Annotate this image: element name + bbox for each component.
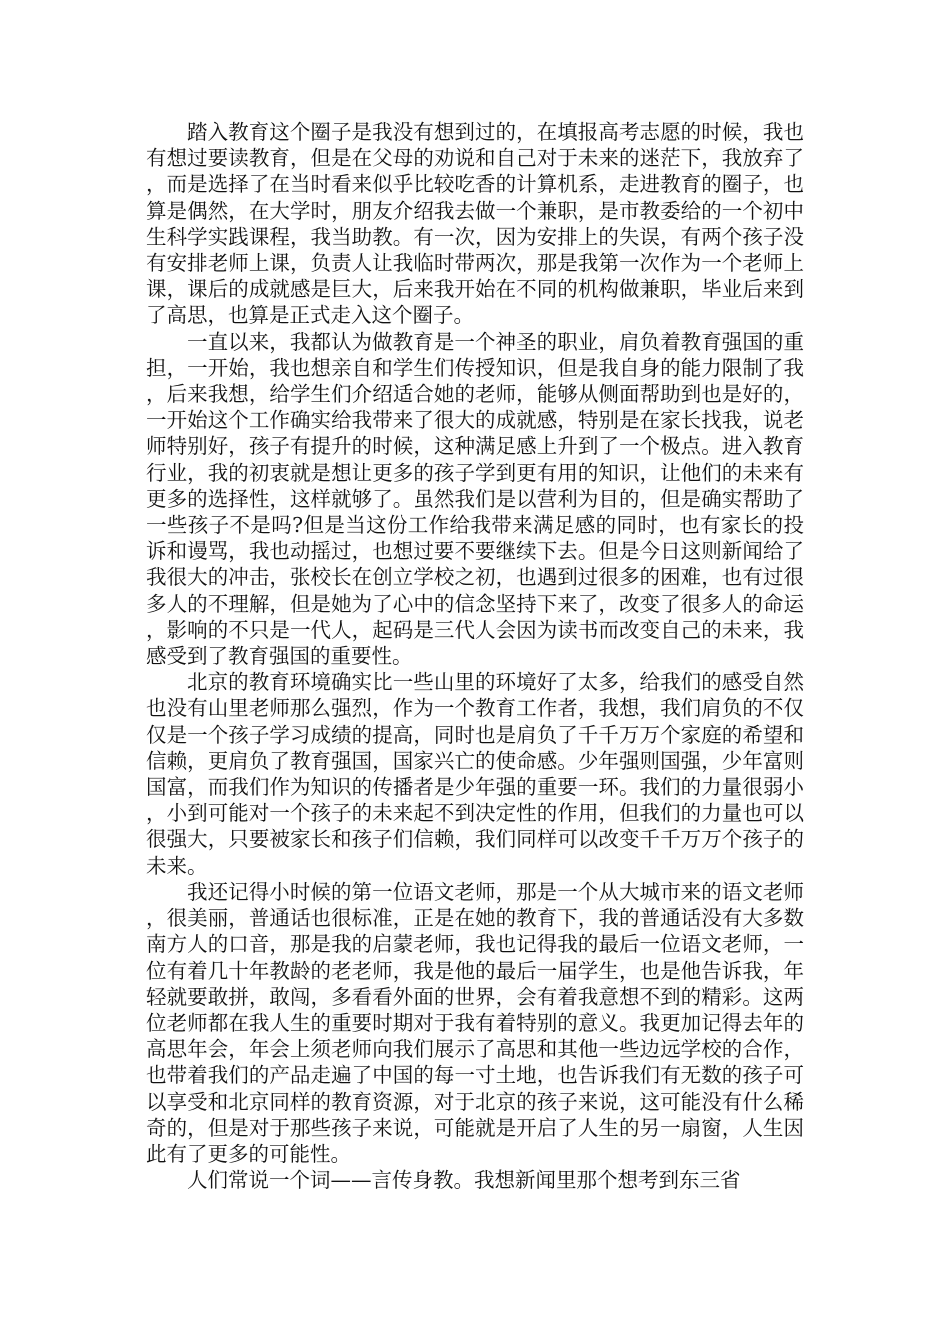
paragraph-4: 我还记得小时候的第一位语文老师，那是一个从大城市来的语文老师，很美丽，普通话也很标准，正是在她的教育下，我的普通话没有大多数南方人的口音，那是我的启蒙老师，我也记得我的最后一位语文老师，一位有着几十年教龄的老老师，我是他的最后一届学生，也是他告诉我，年轻就要敢拼，敢闯，多看看外面的世界，会有着我意想不到的精彩。这两位老师都在我人生的重要时期对于我有着特别的意义。我更加记得去年的高思年会，年会上须老师向我们展示了高思和其他一些边远学校的合作，也带着我们的产品走遍了中国的每一寸土地，也告诉我们有无数的孩子可以享受和北京同样的教育资源，对于北京的孩子来说，这可能没有什么稀奇的，但是对于那些孩子来说，可能就是开启了人生的另一扇窗，人生因此有了更多的可能性。 — [146, 879, 804, 1166]
paragraph-1: 踏入教育这个圈子是我没有想到过的，在填报高考志愿的时候，我也有想过要读教育，但是在父母的劝说和自己对于未来的迷茫下，我放弃了，而是选择了在当时看来似乎比较吃香的计算机系，走进教育的圈子，也算是偶然，在大学时，朋友介绍我去做一个兼职，是市教委给的一个初中生科学实践课程，我当助教。有一次，因为安排上的失误，有两个孩子没有安排老师上课，负责人让我临时带两次，那是我第一次作为一个老师上课，课后的成就感是巨大，后来我开始在不同的机构做兼职，毕业后来到了高思，也算是正式走入这个圈子。 — [146, 120, 804, 328]
paragraph-2: 一直以来，我都认为做教育是一个神圣的职业，肩负着教育强国的重担，一开始，我也想亲自和学生们传授知识，但是我自身的能力限制了我，后来我想，给学生们介绍适合她的老师，能够从侧面帮助到也是好的，一开始这个工作确实给我带来了很大的成就感，特别是在家长找我，说老师特别好，孩子有提升的时候，这种满足感上升到了一个极点。进入教育行业，我的初衷就是想让更多的孩子学到更有用的知识，让他们的未来有更多的选择性，这样就够了。虽然我们是以营利为目的，但是确实帮助了一些孩子不是吗?但是当这份工作给我带来满足感的同时，也有家长的投诉和谩骂，我也动摇过，也想过要不要继续下去。但是今日这则新闻给了我很大的冲击，张校长在创立学校之初，也遇到过很多的困难，也有过很多人的不理解，但是她为了心中的信念坚持下来了，改变了很多人的命运，影响的不只是一代人，起码是三代人会因为读书而改变自己的未来，我感受到了教育强国的重要性。 — [146, 329, 804, 669]
paragraph-5: 人们常说一个词——言传身教。我想新闻里那个想考到东三省 — [187, 1168, 741, 1193]
paragraph-3: 北京的教育环境确实比一些山里的环境好了太多，给我们的感受自然也没有山里老师那么强烈，作为一个教育工作者，我想，我们肩负的不仅仅是一个孩子学习成绩的提高，同时也是肩负了千千万万个家庭的希望和信赖，更肩负了教育强国，国家兴亡的使命感。少年强则国强，少年富则国富，而我们作为知识的传播者是少年强的重要一环。我们的力量很弱小，小到可能对一个孩子的未来起不到决定性的作用，但我们的力量也可以很强大，只要被家长和孩子们信赖，我们同样可以改变千千万万个孩子的未来。 — [146, 670, 804, 878]
document-body — [146, 119, 804, 1193]
